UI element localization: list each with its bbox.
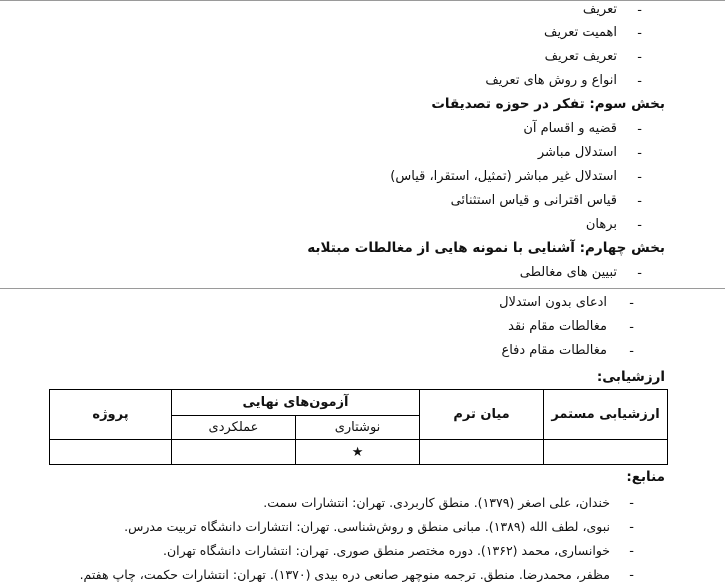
list-item: برهان	[585, 217, 617, 232]
dash: -	[637, 266, 642, 281]
dash: -	[629, 568, 634, 583]
dash: -	[629, 320, 634, 335]
section-heading: بخش چهارم: آشنایی با نمونه هایی از مغالطات مبتلابه	[307, 240, 665, 256]
list-item: ادعای بدون استدلال	[499, 295, 607, 310]
reference-item: خندان، علی اصغر (۱۳۷۹). منطق کاربردی. تهران: انتشارات سمت.	[263, 495, 610, 510]
list-item: تبیین های مغالطی	[519, 265, 617, 280]
dash: -	[629, 296, 634, 311]
dash: -	[637, 26, 642, 41]
dash: -	[637, 218, 642, 233]
dash: -	[629, 544, 634, 559]
continuous-header: ارزشیابی مستمر	[544, 390, 668, 440]
page-break-divider	[0, 288, 725, 289]
top-divider	[0, 0, 725, 1]
list-item: مغالطات مقام دفاع	[501, 343, 607, 358]
dash: -	[637, 146, 642, 161]
dash: -	[637, 194, 642, 209]
practical-header: عملکردی	[172, 416, 296, 440]
continuous-cell	[544, 440, 668, 465]
evaluation-label: ارزشیابی:	[596, 369, 665, 385]
reference-item: خوانساری، محمد (۱۳۶۲). دوره مختصر منطق صوری. تهران: انتشارات دانشگاه تهران.	[163, 543, 610, 558]
evaluation-table	[49, 389, 668, 465]
written-header: نوشتاری	[296, 416, 420, 440]
dash: -	[637, 122, 642, 137]
list-item: انواع و روش های تعریف	[485, 73, 617, 88]
list-item: استدلال مباشر	[537, 145, 617, 160]
reference-item: مظفر، محمدرضا. منطق. ترجمه منوچهر صانعی دره بیدی (۱۳۷۰). تهران: انتشارات حکمت، چاپ هفتم.	[79, 567, 610, 582]
dash: -	[637, 170, 642, 185]
section-heading: بخش سوم: تفکر در حوزه تصدیقات	[431, 96, 665, 112]
list-item: قیاس اقترانی و قیاس استثنائی	[450, 193, 617, 208]
project-header: پروژه	[50, 390, 172, 440]
midterm-header: میان ترم	[420, 390, 544, 440]
midterm-cell	[420, 440, 544, 465]
practical-cell	[172, 440, 296, 465]
dash: -	[629, 520, 634, 535]
written-cell: ★	[296, 440, 420, 465]
list-item: قضیه و اقسام آن	[523, 121, 617, 136]
final-exams-header: آزمون‌های نهایی	[172, 390, 420, 416]
list-item: استدلال غیر مباشر (تمثیل، استقرا، قیاس)	[390, 169, 617, 184]
dash: -	[629, 496, 634, 511]
project-cell	[50, 440, 172, 465]
dash: -	[637, 3, 642, 18]
dash: -	[637, 50, 642, 65]
list-item: تعریف تعریف	[544, 49, 617, 64]
dash: -	[637, 74, 642, 89]
references-label: منابع:	[626, 469, 665, 485]
list-item: اهمیت تعریف	[544, 25, 617, 40]
reference-item: نبوی، لطف الله (۱۳۸۹). مبانی منطق و روش‌شناسی. تهران: انتشارات دانشگاه تربیت مدرس.	[124, 519, 610, 534]
list-item: تعریف	[582, 2, 617, 17]
dash: -	[629, 344, 634, 359]
list-item: مغالطات مقام نقد	[508, 319, 607, 334]
